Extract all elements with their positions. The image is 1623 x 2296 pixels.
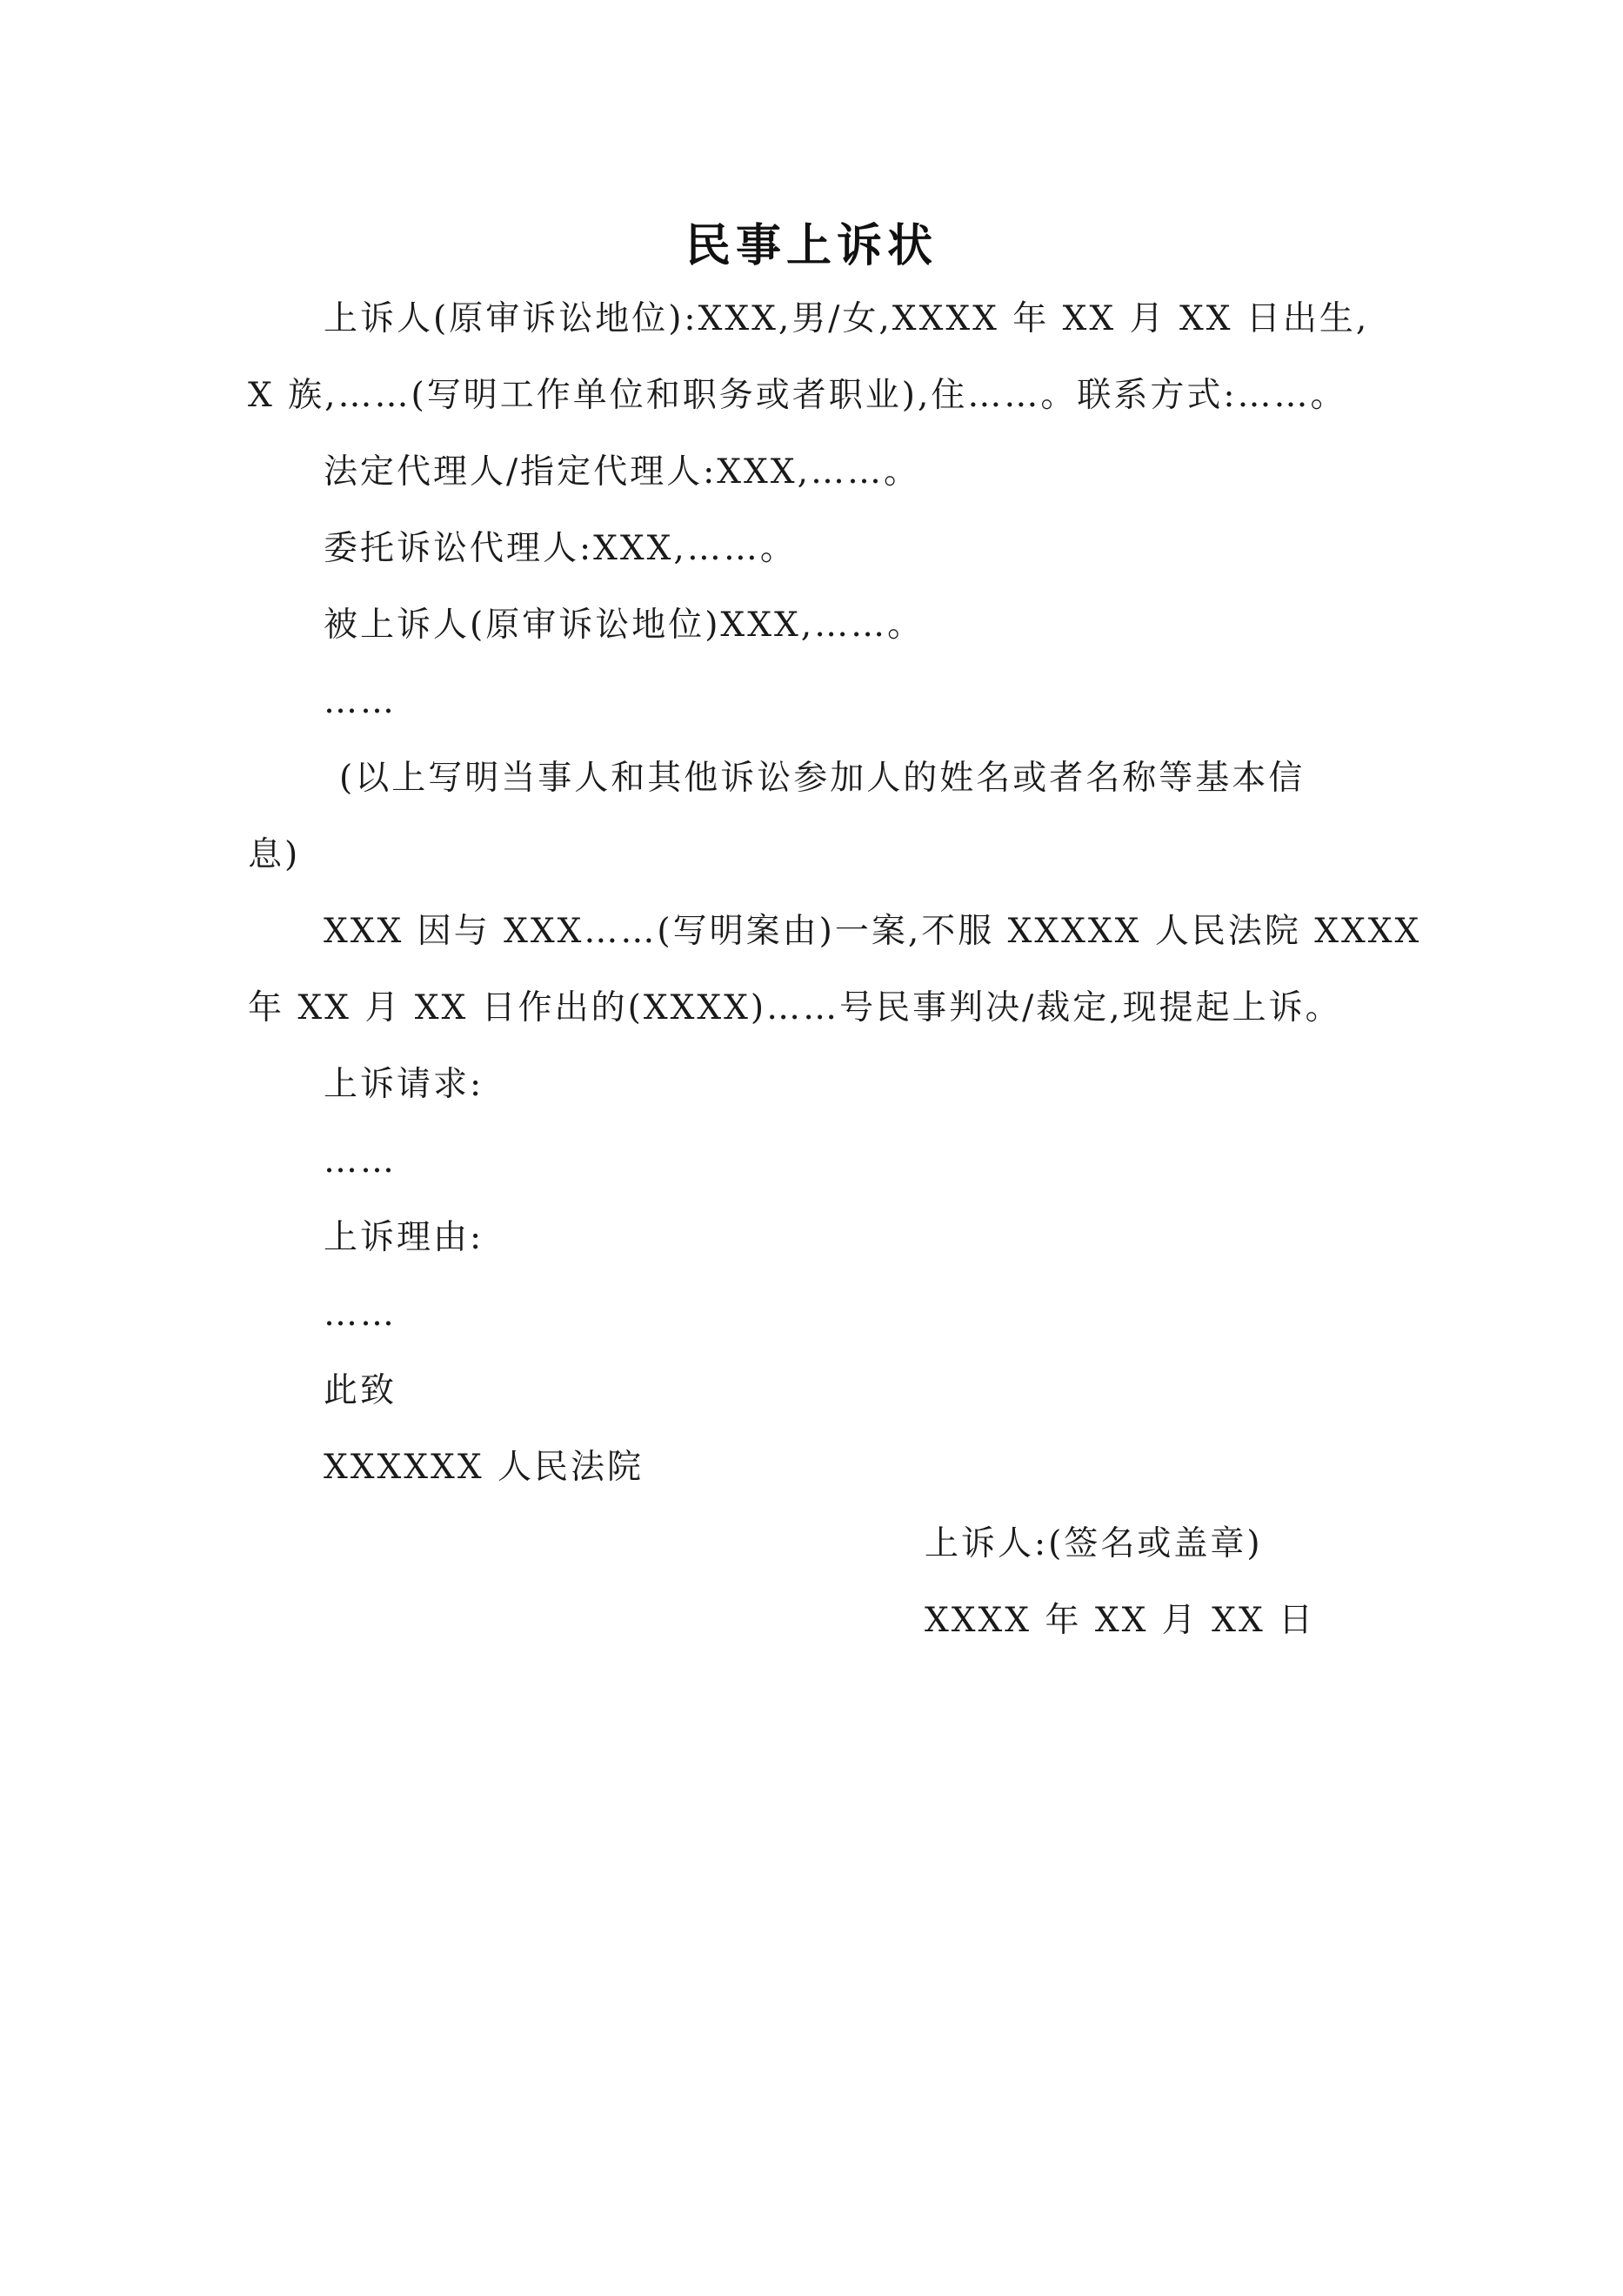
- case-line-2: 年 XX 月 XX 日作出的(XXXX)……号民事判决/裁定,现提起上诉。: [248, 988, 1342, 1028]
- note-line-1: (以上写明当事人和其他诉讼参加人的姓名或者名称等基本信: [339, 759, 1306, 798]
- requests-heading: 上诉请求:: [324, 1065, 484, 1104]
- appellant-line-1: 上诉人(原审诉讼地位):XXX,男/女,XXXX 年 XX 月 XX 日出生,: [324, 299, 1370, 338]
- court-name: XXXXXX 人民法院: [324, 1448, 644, 1487]
- legal-agent-line: 法定代理人/指定代理人:XXX,……。: [324, 452, 920, 492]
- reasons-ellipsis: ……: [324, 1295, 397, 1334]
- salutation: 此致: [324, 1371, 397, 1410]
- note-line-2: 息): [248, 835, 301, 874]
- signature-line: 上诉人:(签名或盖章): [925, 1524, 1263, 1563]
- document-title: 民事上诉状: [685, 220, 938, 272]
- appellant-line-2: X 族,……(写明工作单位和职务或者职业),住……。联系方式:……。: [248, 376, 1347, 415]
- entrusted-agent-line: 委托诉讼代理人:XXX,……。: [324, 529, 797, 568]
- case-line-1: XXX 因与 XXX……(写明案由)一案,不服 XXXXX 人民法院 XXXX: [324, 912, 1422, 951]
- appellee-line: 被上诉人(原审诉讼地位)XXX,……。: [324, 606, 925, 645]
- reasons-heading: 上诉理由:: [324, 1218, 484, 1257]
- ellipsis-line: ……: [324, 682, 397, 721]
- requests-ellipsis: ……: [324, 1141, 397, 1181]
- date-line: XXXX 年 XX 月 XX 日: [925, 1601, 1316, 1640]
